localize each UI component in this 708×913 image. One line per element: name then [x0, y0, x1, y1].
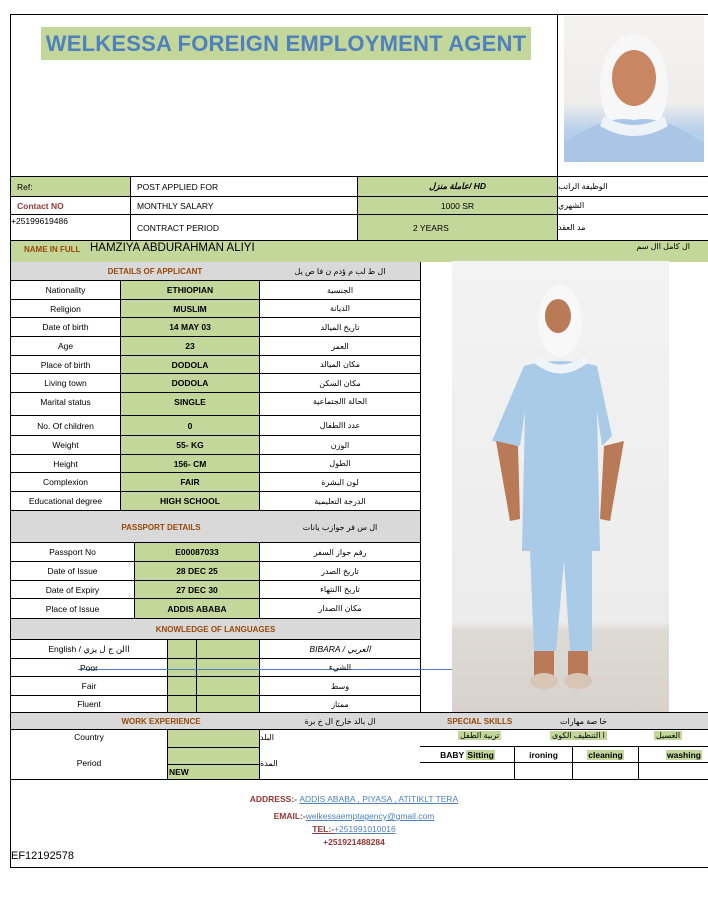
- person-portrait-icon: [564, 16, 704, 162]
- tel-link[interactable]: +251991010016: [334, 824, 396, 834]
- weight-label: Weight: [52, 440, 79, 450]
- nationality-label: Nationality: [45, 285, 86, 295]
- period-arabic: المدة: [260, 758, 278, 768]
- divider: [10, 779, 708, 780]
- height-label: Height: [53, 458, 78, 469]
- country-label: Country: [74, 732, 104, 742]
- applicant-heading-arabic: ال ط لب م ؤدم ن فا ص يل: [294, 266, 386, 276]
- work-experience-heading: WORK EXPERIENCE: [121, 716, 201, 726]
- contract-period-label: CONTRACT PERIOD: [137, 222, 220, 233]
- special-skills-heading-arabic: خا صة مهارات: [560, 716, 607, 726]
- address-link[interactable]: ADDIS ABABA , PIYASA , ATITIKLT TERA: [299, 794, 459, 804]
- issue-date-value: 28 DEC 25: [135, 562, 259, 580]
- education-arabic: الدرجة التعليمية: [314, 496, 366, 506]
- contact-label: Contact NO: [17, 200, 64, 211]
- arabic-fair-checkbox[interactable]: [197, 677, 259, 695]
- weight-arabic: الوزن: [330, 440, 350, 450]
- weight-value: 55- KG: [121, 436, 259, 454]
- passport-no-label: Passport No: [49, 547, 96, 557]
- level-fluent-arabic: ممتاز: [331, 699, 349, 709]
- english-fair-checkbox[interactable]: [168, 677, 196, 695]
- work-experience-heading-arabic: ال بالد خارج ال خ برة: [304, 716, 376, 726]
- post-applied-arabic: الوظيفة الراتب: [558, 182, 608, 191]
- document-code: EF12192578: [11, 850, 74, 862]
- passport-photo: [564, 16, 704, 162]
- passport-heading-arabic: ال س فر جوازب يانات: [302, 522, 378, 532]
- person-full-body-icon: [452, 261, 669, 712]
- expiry-date-arabic: تاريخ االنتهاء: [320, 585, 360, 594]
- place-of-birth-value: DODOLA: [121, 356, 259, 373]
- period-value: NEW: [169, 767, 189, 777]
- expiry-date-value: 27 DEC 30: [135, 581, 259, 598]
- issue-date-arabic: تاريخ الصدر: [321, 566, 359, 576]
- english-fluent-checkbox[interactable]: [168, 696, 196, 712]
- place-of-birth-label: Place of birth: [40, 359, 91, 370]
- name-label: NAME IN FULL: [24, 245, 81, 254]
- age-arabic: العمر: [331, 341, 349, 351]
- marital-status-label: Marital status: [40, 396, 91, 407]
- monthly-salary-label: MONTHLY SALARY: [137, 200, 214, 211]
- living-town-value: DODOLA: [121, 374, 259, 392]
- address-label: ADDRESS:-: [249, 794, 297, 804]
- country-arabic: البلد: [260, 732, 274, 742]
- skill-cleaning-label: cleaning: [588, 749, 623, 760]
- footer-tel: [0, 824, 708, 834]
- ref-label: Ref:: [11, 177, 130, 196]
- divider: [167, 747, 260, 748]
- children-label: No. Of children: [37, 420, 94, 431]
- period-label: Period: [76, 758, 102, 768]
- skill-arabic-washing: الغسيل: [656, 731, 681, 740]
- footer-email: [0, 811, 708, 821]
- skill-baby-prefix: BABY: [440, 749, 467, 760]
- level-poor-arabic: الشيء: [328, 663, 352, 672]
- footer-address: [0, 794, 708, 804]
- age-label: Age: [57, 341, 74, 351]
- place-of-issue-arabic: مكان االصدار: [318, 604, 362, 613]
- special-skills-heading: SPECIAL SKILLS: [447, 716, 513, 726]
- skill-ironing[interactable]: ironing: [529, 749, 558, 760]
- email-link[interactable]: welkessaemptagency@gmail.com: [305, 811, 435, 821]
- marital-status-value: SINGLE: [174, 396, 206, 407]
- issue-date-label: Date of Issue: [47, 566, 98, 576]
- skill-arabic-childcare: تربية الطفل: [460, 731, 500, 740]
- name-arabic: ال كامل اال سم: [636, 242, 690, 251]
- living-town-label: Living town: [44, 378, 87, 388]
- post-applied-label: POST APPLIED FOR: [137, 181, 219, 192]
- english-label: English / االن ج ل يزي: [48, 643, 130, 654]
- height-arabic: الطول: [329, 459, 351, 468]
- passport-no-value: E00087033: [135, 543, 259, 561]
- passport-no-arabic: رقم جواز السفر: [313, 547, 367, 557]
- marital-status-arabic: الحالة االجتماعية: [312, 397, 368, 406]
- arabic-fluent-checkbox[interactable]: [197, 696, 259, 712]
- contract-period-arabic: مد العقد: [558, 223, 586, 232]
- children-value: 0: [121, 416, 259, 435]
- full-body-photo: [452, 261, 669, 712]
- email-label: EMAIL:-: [273, 811, 306, 821]
- tel-label: TEL:-: [312, 824, 334, 834]
- complexion-arabic: لون البشرة: [321, 477, 359, 487]
- skill-washing[interactable]: [639, 747, 708, 762]
- country-value[interactable]: [168, 730, 259, 747]
- complexion-value: FAIR: [121, 473, 259, 491]
- age-value: 23: [121, 337, 259, 355]
- religion-value: MUSLIM: [121, 300, 259, 317]
- place-of-issue-value: ADDIS ABABA: [135, 599, 259, 618]
- education-label: Educational degree: [28, 496, 103, 506]
- nationality-value: ETHIOPIAN: [121, 281, 259, 299]
- place-of-issue-label: Place of Issue: [45, 603, 100, 614]
- religion-arabic: الديانة: [329, 304, 351, 313]
- arabic-language-label: BIBARA / العربي: [309, 643, 371, 654]
- level-poor-label: Poor: [80, 662, 98, 673]
- religion-label: Religion: [50, 303, 81, 314]
- languages-heading: KNOWLEDGE OF LANGUAGES: [155, 624, 276, 634]
- english-poor-checkbox[interactable]: [168, 659, 196, 676]
- monthly-salary-value: 1000 SR: [358, 197, 557, 214]
- dob-arabic: تاريخ الميالد: [320, 322, 360, 332]
- level-fluent-label: Fluent: [77, 699, 101, 709]
- divider: [557, 14, 558, 176]
- height-value: 156- CM: [121, 455, 259, 472]
- education-value: HIGH SCHOOL: [121, 492, 259, 510]
- post-applied-value: عاملة منزل/ HD: [358, 177, 557, 196]
- dob-label: Date of birth: [42, 322, 89, 332]
- level-fair-arabic: وسط: [330, 681, 350, 691]
- skill-arabic-cleaning-ironing: ا التنظيف الكوى: [552, 731, 605, 740]
- applicant-heading: DETAILS OF APPLICANT: [107, 266, 203, 276]
- skill-baby-sitting-label: Sitting: [467, 749, 494, 760]
- applicant-full-name: HAMZIYA ABDURAHMAN ALIYI: [90, 242, 255, 254]
- nationality-arabic: الجنسية: [326, 285, 354, 295]
- complexion-label: Complexion: [43, 477, 88, 487]
- dob-value: 14 MAY 03: [121, 318, 259, 336]
- skill-cleaning[interactable]: [573, 747, 638, 762]
- passport-heading: PASSPORT DETAILS: [121, 522, 201, 532]
- skill-baby-sitting[interactable]: [421, 747, 514, 762]
- agency-title: WELKESSA FOREIGN EMPLOYMENT AGENT: [41, 27, 531, 60]
- divider: [420, 762, 708, 763]
- divider: [10, 867, 708, 868]
- expiry-date-label: Date of Expiry: [45, 584, 100, 595]
- skill-washing-label: washing: [666, 749, 701, 760]
- footer-tel-secondary: +251921488284: [323, 837, 385, 847]
- contact-number: +25199619486: [11, 216, 68, 226]
- monthly-salary-arabic: الشهري: [558, 201, 585, 210]
- contract-period-value: 2 YEARS: [358, 215, 557, 240]
- arabic-poor-checkbox[interactable]: [197, 659, 259, 676]
- level-fair-label: Fair: [81, 681, 97, 691]
- living-town-arabic: مكان السكن: [319, 378, 361, 388]
- children-arabic: عدد االطفال: [319, 421, 361, 430]
- divider: [420, 262, 421, 712]
- place-of-birth-arabic: مكان الميالد: [320, 360, 361, 369]
